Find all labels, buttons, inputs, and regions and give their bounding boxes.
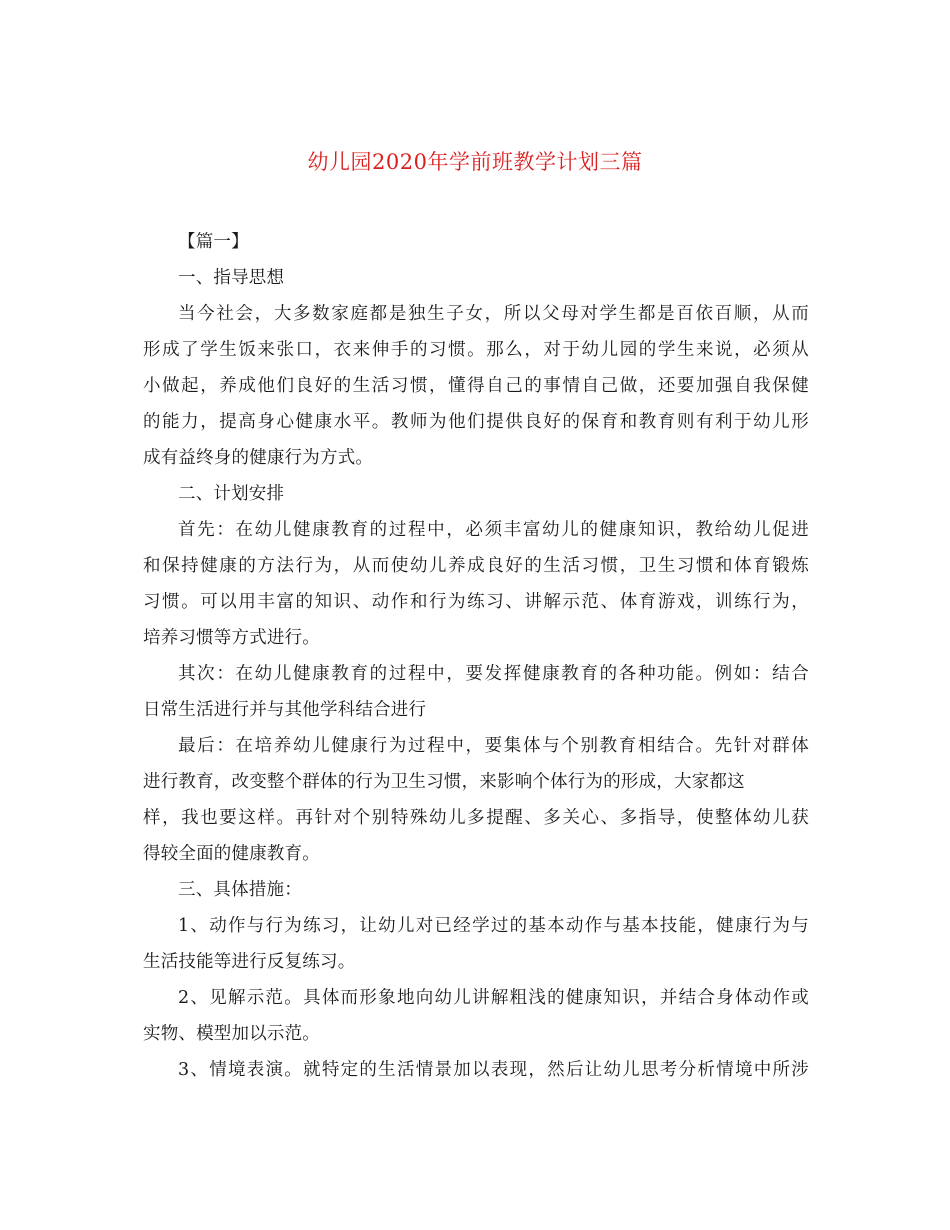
section-heading-part-one: 【篇一】 <box>178 232 249 252</box>
paragraph-line: 当今社会，大多数家庭都是独生子女，所以父母对学生都是百依百顺，从而 <box>178 304 809 324</box>
paragraph-line: 培养习惯等方式进行。 <box>143 628 320 648</box>
paragraph-line: 首先：在幼儿健康教育的过程中，必须丰富幼儿的健康知识，教给幼儿促进 <box>178 520 809 540</box>
paragraph-line: 实物、模型加以示范。 <box>143 1024 320 1044</box>
paragraph-line: 3、情境表演。就特定的生活情景加以表现，然后让幼儿思考分析情境中所涉 <box>178 1060 809 1080</box>
paragraph-line: 其次：在幼儿健康教育的过程中，要发挥健康教育的各种功能。例如：结合 <box>178 664 809 684</box>
paragraph-line: 2、见解示范。具体而形象地向幼儿讲解粗浅的健康知识，并结合身体动作或 <box>178 988 809 1008</box>
paragraph-line: 1、动作与行为练习，让幼儿对已经学过的基本动作与基本技能，健康行为与 <box>178 916 809 936</box>
paragraph-line: 最后：在培养幼儿健康行为过程中，要集体与个别教育相结合。先针对群体 <box>178 736 809 756</box>
heading-guiding-ideology: 一、指导思想 <box>178 268 285 288</box>
paragraph-line: 生活技能等进行反复练习。 <box>143 952 356 972</box>
document-title: 幼儿园2020年学前班教学计划三篇 <box>307 150 643 174</box>
paragraph-line: 习惯。可以用丰富的知识、动作和行为练习、讲解示范、体育游戏，训练行为， <box>143 592 809 612</box>
heading-specific-measures: 三、具体措施： <box>178 880 302 900</box>
document-body <box>143 224 809 1088</box>
paragraph-line: 小做起，养成他们良好的生活习惯，懂得自己的事情自己做，还要加强自我保健 <box>143 376 809 396</box>
paragraph-line: 形成了学生饭来张口，衣来伸手的习惯。那么，对于幼儿园的学生来说，必须从 <box>143 340 809 360</box>
paragraph-line: 成有益终身的健康行为方式。 <box>143 448 374 468</box>
paragraph-line: 样，我也要这样。再针对个别特殊幼儿多提醒、多关心、多指导，使整体幼儿获 <box>143 808 809 828</box>
paragraph-line: 进行教育，改变整个群体的行为卫生习惯，来影响个体行为的形成，大家都这 <box>143 772 745 792</box>
paragraph-line: 得较全面的健康教育。 <box>143 844 320 864</box>
paragraph-line: 日常生活进行并与其他学科结合进行 <box>143 700 427 720</box>
heading-plan-arrangement: 二、计划安排 <box>178 484 285 504</box>
paragraph-line: 和保持健康的方法行为，从而使幼儿养成良好的生活习惯，卫生习惯和体育锻炼 <box>143 556 809 576</box>
paragraph-line: 的能力，提高身心健康水平。教师为他们提供良好的保育和教育则有利于幼儿形 <box>143 412 809 432</box>
